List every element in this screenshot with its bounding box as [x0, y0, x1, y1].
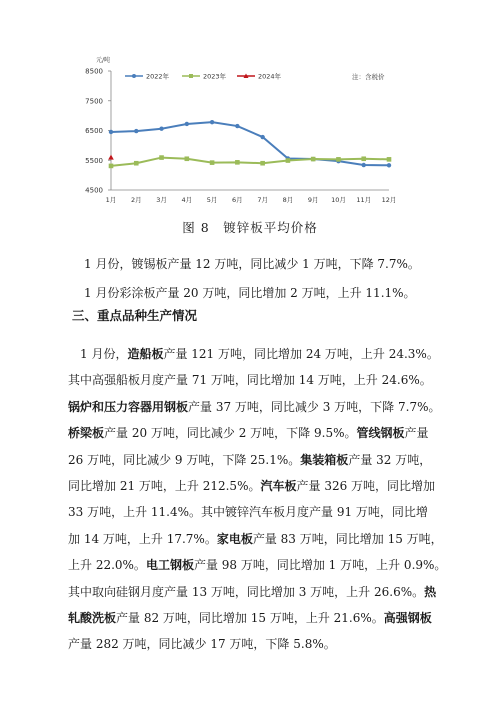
- x-tick-label: 10月: [331, 196, 346, 204]
- x-tick-label: 2月: [130, 196, 142, 204]
- y-tick-label: 8500: [85, 67, 103, 76]
- body-text: 1 月份，: [68, 347, 128, 361]
- product-name: 锅炉和压力容器用钢板: [68, 399, 189, 414]
- x-tick-label: 11月: [356, 196, 372, 204]
- data-point: [159, 155, 164, 160]
- legend-label: 2023年: [203, 72, 227, 81]
- data-point: [387, 157, 392, 162]
- figure-caption: 图 8 镀锌板平均价格: [182, 220, 318, 235]
- product-name: 造船板: [127, 347, 164, 361]
- body-line: [68, 605, 480, 631]
- y-tick-label: 7500: [85, 97, 103, 106]
- price-chart: [0, 0, 500, 215]
- data-point: [362, 163, 366, 167]
- body-text: 产量 326 万吨，同比增加: [296, 478, 436, 493]
- product-name: 轧酸洗板: [68, 610, 117, 625]
- x-tick-label: 3月: [156, 196, 167, 204]
- data-point: [235, 124, 239, 128]
- data-point: [235, 160, 240, 165]
- body-text: 产量 32 万吨，: [348, 452, 432, 467]
- body-text: 加 14 万吨，上升 17.7%。: [68, 531, 217, 546]
- body-text: 产量 98 万吨，同比增加 1 万吨，上升 0.9%。: [193, 558, 447, 573]
- body-line: [68, 631, 480, 657]
- body-text: 上升 22.0%。: [68, 558, 146, 573]
- data-point: [159, 127, 163, 131]
- data-point: [109, 164, 114, 169]
- data-point: [134, 161, 139, 166]
- product-name: 汽车板: [260, 478, 297, 493]
- data-point: [185, 122, 189, 126]
- data-point: [109, 130, 113, 134]
- y-tick-label: 4500: [85, 186, 103, 195]
- data-point: [387, 163, 391, 167]
- tinplate-paragraph: 1 月份，镀锡板产量 12 万吨，同比减少 1 万吨，下降 7.7%。: [84, 257, 420, 271]
- body-line: [68, 447, 480, 473]
- body-text: 同比增加 21 万吨，上升 212.5%。: [68, 478, 261, 493]
- data-point: [185, 156, 190, 161]
- chart-note: 注：含税价: [352, 73, 385, 81]
- data-point: [210, 120, 214, 124]
- legend-marker: [132, 74, 136, 78]
- data-point: [286, 158, 291, 163]
- data-point: [361, 156, 366, 161]
- color-coated-paragraph: 1 月份彩涂板产量 20 万吨，同比增加 2 万吨，上升 11.1%。: [84, 286, 416, 300]
- body-text: 其中高强船板月度产量 71 万吨，同比增加 14 万吨，上升 24.6%。: [68, 373, 432, 388]
- body-line: [68, 579, 480, 605]
- product-name: 集装箱板: [300, 452, 349, 467]
- data-point: [336, 157, 341, 162]
- production-body-text: [68, 341, 480, 658]
- body-text: 产量 37 万吨，同比减少 3 万吨，下降 7.7%。: [188, 399, 441, 414]
- legend-label: 2024年: [258, 72, 282, 81]
- body-text: 产量 282 万吨，同比减少 17 万吨，下降 5.8%。: [68, 637, 336, 652]
- x-tick-label: 7月: [257, 196, 268, 204]
- body-text: 产量 20 万吨，同比减少 2 万吨，下降 9.5%。: [104, 426, 357, 441]
- body-line: [68, 420, 480, 446]
- y-tick-label: 5500: [85, 156, 103, 165]
- body-line: [68, 552, 480, 578]
- x-tick-label: 5月: [206, 196, 218, 204]
- body-text: 产量 82 万吨，同比增加 15 万吨，上升 21.6%。: [116, 610, 384, 625]
- x-tick-label: 1月: [105, 196, 117, 204]
- y-tick-label: 6500: [85, 127, 103, 135]
- data-point: [260, 135, 264, 139]
- body-line: [68, 367, 480, 393]
- x-tick-label: 9月: [307, 196, 319, 204]
- body-line: [68, 526, 480, 552]
- product-name: 家电板: [216, 531, 253, 546]
- x-tick-label: 8月: [282, 196, 294, 204]
- data-point: [311, 157, 316, 162]
- data-point: [210, 160, 215, 165]
- y-axis-label: 元/吨: [95, 57, 111, 64]
- body-line: [68, 499, 480, 525]
- data-point: [260, 161, 265, 166]
- body-text: 产量 121 万吨，同比增加 24 万吨，上升 24.3%。: [163, 347, 439, 361]
- body-line: [68, 394, 480, 420]
- body-text: 产量: [404, 426, 429, 441]
- product-name: 桥梁板: [68, 426, 105, 441]
- legend-label: 2022年: [146, 72, 170, 81]
- product-name: 高强钢板: [383, 610, 432, 625]
- section-heading: 三、重点品种生产情况: [72, 308, 198, 323]
- data-point: [108, 155, 114, 160]
- body-text: 产量 83 万吨，同比增加 15 万吨，: [252, 531, 443, 546]
- product-name: 电工钢板: [145, 558, 194, 573]
- x-tick-label: 4月: [181, 196, 193, 204]
- body-line: [68, 341, 480, 367]
- product-name: 热: [424, 584, 437, 599]
- body-text: 其中取向硅钢月度产量 13 万吨，同比增加 3 万吨，上升 26.6%。: [68, 584, 425, 599]
- product-name: 管线钢板: [356, 426, 405, 441]
- x-tick-label: 12月: [381, 196, 397, 204]
- body-line: [68, 473, 480, 499]
- legend-marker: [189, 74, 193, 78]
- body-text: 33 万吨，上升 11.4%。其中镀锌汽车板月度产量 91 万吨，同比增: [68, 505, 428, 520]
- x-tick-label: 6月: [232, 196, 243, 204]
- body-text: 26 万吨，同比减少 9 万吨，下降 25.1%。: [68, 452, 301, 467]
- data-point: [134, 129, 138, 133]
